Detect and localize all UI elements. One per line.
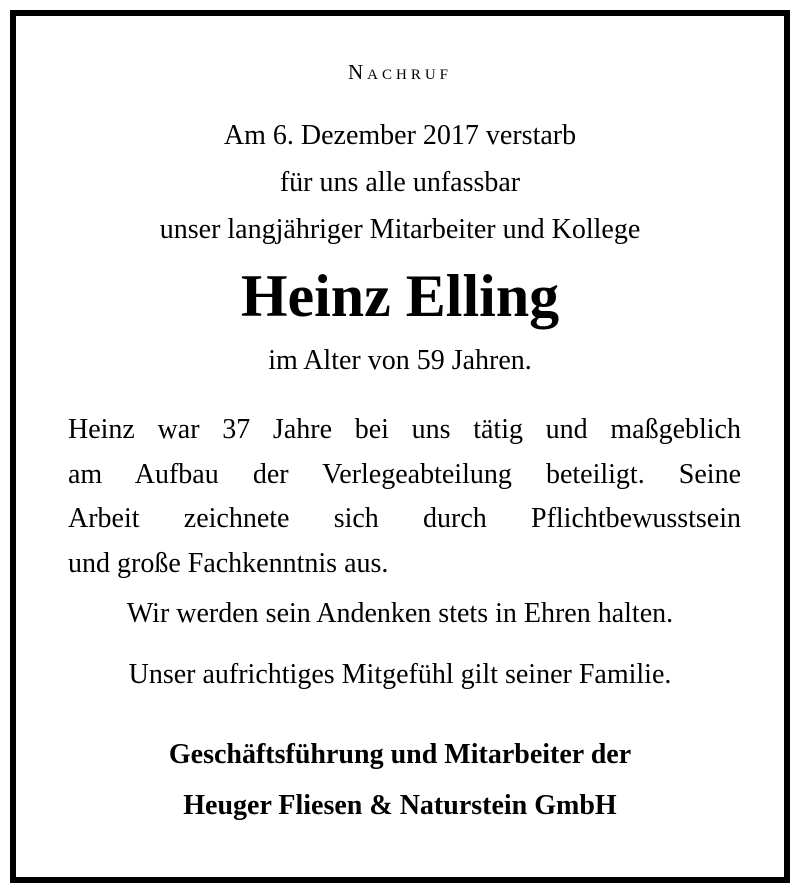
closing-line-remembrance: Wir werden sein Andenken stets in Ehren halten.	[126, 598, 674, 629]
obituary-frame	[10, 10, 790, 883]
deceased-name: Heinz Elling	[240, 263, 560, 329]
tribute-paragraph	[68, 408, 741, 586]
intro-line-date: Am 6. Dezember 2017 verstarb	[223, 120, 577, 151]
closing-line-condolence: Unser aufrichtiges Mitgefühl gilt seiner Familie.	[128, 659, 672, 690]
tribute-line: Arbeit zeichnete sich durch Pflichtbewusstsein	[68, 503, 741, 534]
tribute-line: am Aufbau der Verlegeabteilung beteiligt. Seine	[68, 458, 741, 490]
tribute-line: und große Fachkenntnis aus.	[68, 547, 389, 579]
signature-line-staff: Geschäftsführung und Mitarbeiter der	[168, 739, 632, 770]
tribute-line: Heinz war 37 Jahre bei uns tätig und maßgeblich	[68, 414, 741, 445]
age-line: im Alter von 59 Jahren.	[268, 345, 532, 376]
intro-line-unfassbar: für uns alle unfassbar	[279, 167, 521, 198]
intro-line-colleague: unser langjähriger Mitarbeiter und Kollege	[159, 214, 641, 245]
signature-line-company: Heuger Fliesen & Naturstein GmbH	[183, 790, 617, 821]
obituary-heading: Nachruf	[347, 60, 452, 84]
